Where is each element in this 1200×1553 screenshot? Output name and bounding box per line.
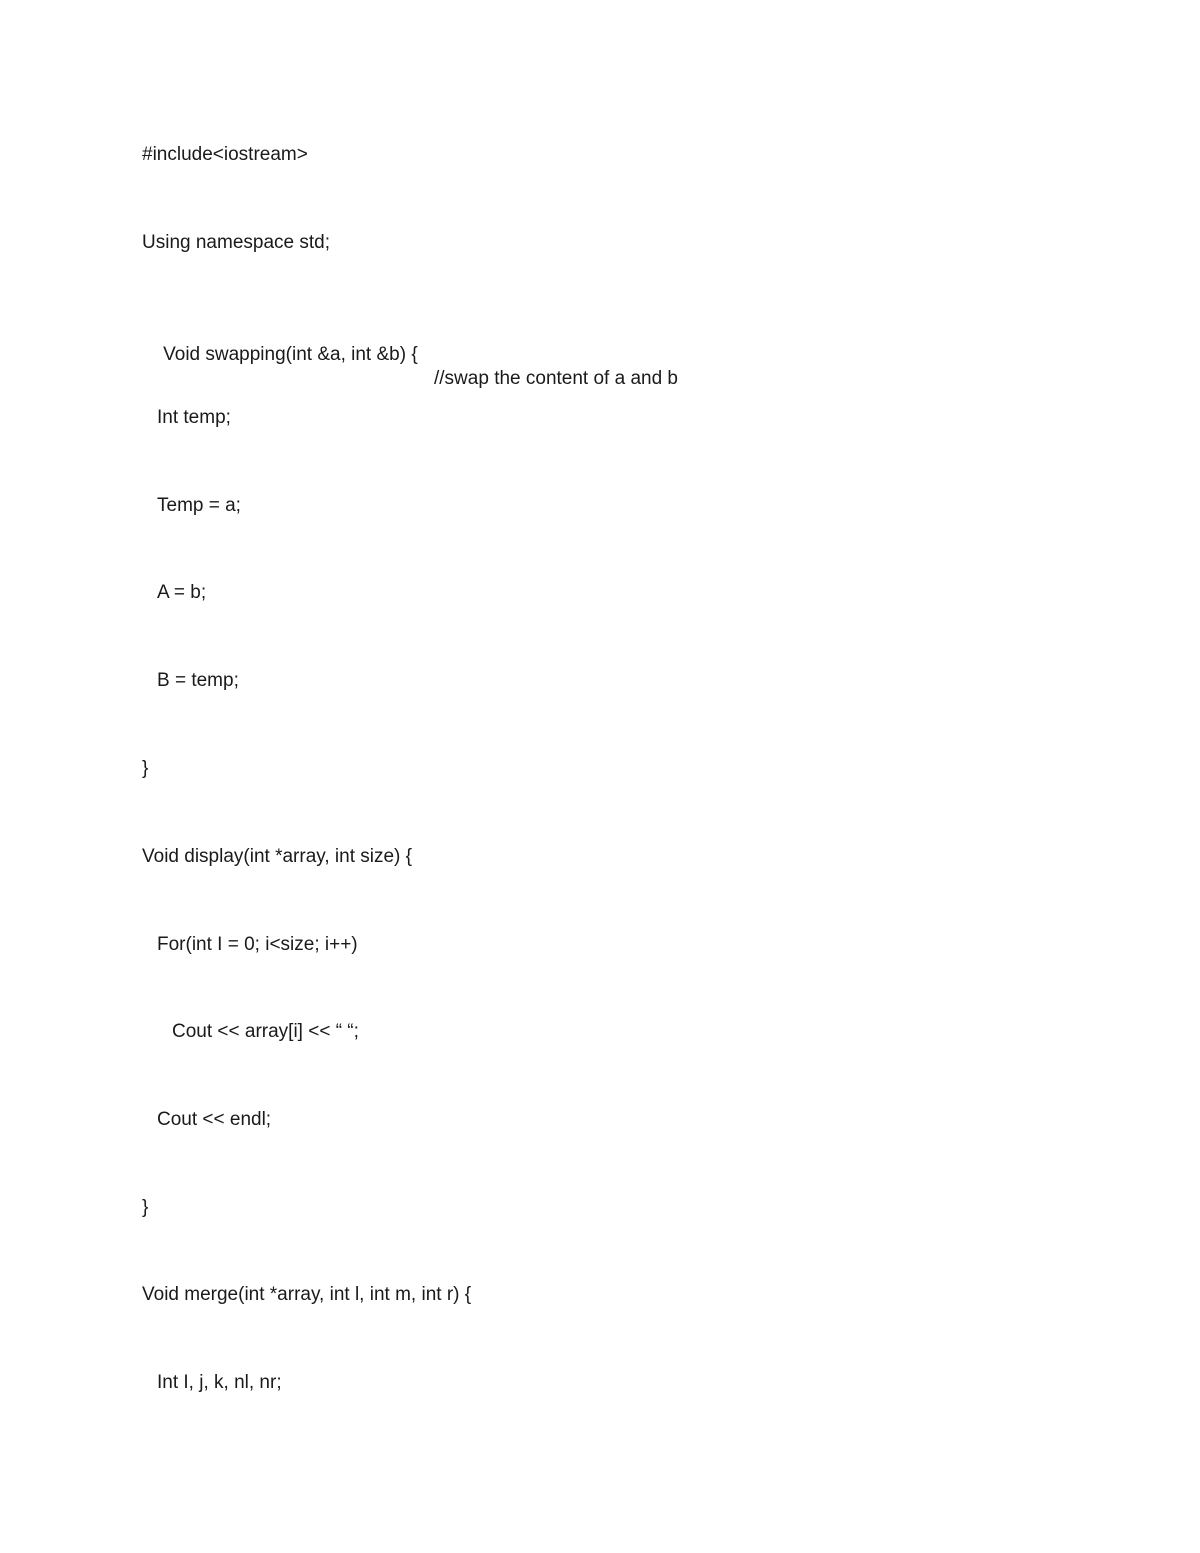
- code-comment: //swap the content of a and b: [434, 368, 679, 389]
- code-line-cout-array: Cout << array[i] << “ “;: [172, 1021, 359, 1042]
- code-line-b-assign: B = temp;: [157, 670, 239, 691]
- code-line-close-brace: }: [142, 1197, 149, 1218]
- code-line-a-assign: A = b;: [157, 582, 207, 603]
- code-line-close-brace: }: [142, 758, 149, 779]
- code-line-namespace: Using namespace std;: [142, 232, 330, 253]
- code-line-cout-endl: Cout << endl;: [157, 1109, 272, 1130]
- code-text: Void swapping(int &a, int &b) {: [163, 344, 418, 365]
- code-line-temp-assign: Temp = a;: [157, 495, 241, 516]
- code-line-swapping-signature: [142, 319, 842, 415]
- code-line-int-temp: Int temp;: [157, 407, 231, 428]
- code-line-include: #include<iostream>: [142, 144, 308, 165]
- code-line-merge-signature: Void merge(int *array, int l, int m, int r) {: [142, 1284, 472, 1305]
- code-line-display-signature: Void display(int *array, int size) {: [142, 846, 412, 867]
- code-line-for-loop: For(int I = 0; i<size; i++): [157, 934, 358, 955]
- code-line-int-declarations: Int I, j, k, nl, nr;: [157, 1372, 282, 1393]
